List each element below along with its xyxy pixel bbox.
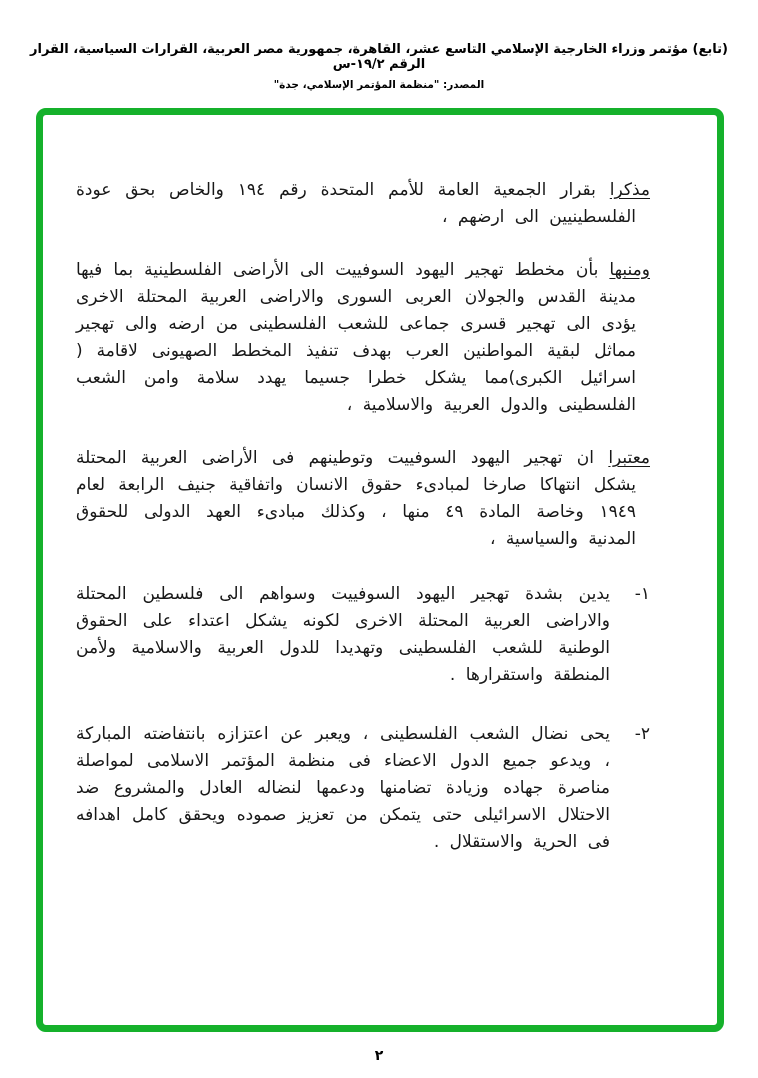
header-source [0, 79, 758, 91]
list-item-number: ١- [634, 584, 650, 604]
paragraph-considering [76, 445, 650, 553]
header-source-label: المصدر: [443, 79, 485, 91]
list-item-text: يدين بشدة تهجير اليهود السوفييت وسواهم الى فلسطين المحتلة والاراضى العربية المحتلة الاخرى لكونه يشكل اعتداء على الحقوق الوطنية للشعب الفلسطينى وتهديدا للدول العربية والاسلامية ولأمن المنطقة واستقرارها . [76, 584, 610, 685]
page-number: ٢ [374, 1048, 384, 1064]
header-citation: (تابع) مؤتمر وزراء الخارجية الإسلامي التاسع عشر، القاهرة، جمهورية مصر العربية، القرارات السياسية، القرار الرقم ١٩/٢-س [30, 42, 728, 72]
list-item-number: ٢- [634, 724, 650, 744]
list-item-2 [76, 721, 650, 856]
paragraph-lead: مذكرا [609, 180, 650, 200]
paragraph-text: بأن مخطط تهجير اليهود السوفييت الى الأراضى الفلسطينية بما فيها مدينة القدس والجولان العربى السورى والاراضى العربية المحتلة الاخرى يؤدى الى تهجير قسرى جماعى للشعب الفلسطينى من ارضه والى تهجير مماثل لبقية المواطنين العرب بهدف تنفيذ المخطط الصهيونى لاقامة ( اسرائيل الكبرى)مما يشكل خطرا جسيما يهدد سلامة وامن الشعب الفلسطينى والدول العربية والاسلامية ، [76, 260, 636, 415]
paragraph-text: بقرار الجمعية العامة للأمم المتحدة رقم ١٩٤ والخاص بحق عودة الفلسطينيين الى ارضهم ، [76, 180, 636, 227]
list-item-text: يحى نضال الشعب الفلسطينى ، ويعبر عن اعتزازه بانتفاضته المباركة ، ويدعو جميع الدول الاعضاء فى منظمة المؤتمر الاسلامى لمواصلة مناصرة جهاده وزيادة تضامنها ودعمها لنضاله العادل والمشروع ضد الاحتلال الاسرائيلى حتى يتمكن من تعزيز صموده ويحقق كامل اهدافه فى الحرية والاستقلال . [76, 724, 610, 852]
page-header [0, 42, 758, 91]
paragraph-lead: ومنبها [609, 260, 650, 280]
paragraph-text: ان تهجير اليهود السوفييت وتوطينهم فى الأراضى العربية المحتلة يشكل انتهاكا صارخا لمبادىء حقوق الانسان واتفاقية جنيف الرابعة لعام ١٩٤٩ وخاصة المادة ٤٩ منها ، وكذلك مبادىء العهد الدولى للحقوق المدنية والسياسية ، [76, 448, 636, 549]
header-source-value: "منظمة المؤتمر الإسلامي، جدة" [273, 79, 440, 91]
list-item-1 [76, 581, 650, 689]
paragraph-noting [76, 257, 650, 419]
scan-frame [36, 108, 724, 1032]
paragraph-recalling [76, 177, 650, 231]
document-body [43, 115, 717, 856]
paragraph-lead: معتبرا [608, 448, 650, 468]
